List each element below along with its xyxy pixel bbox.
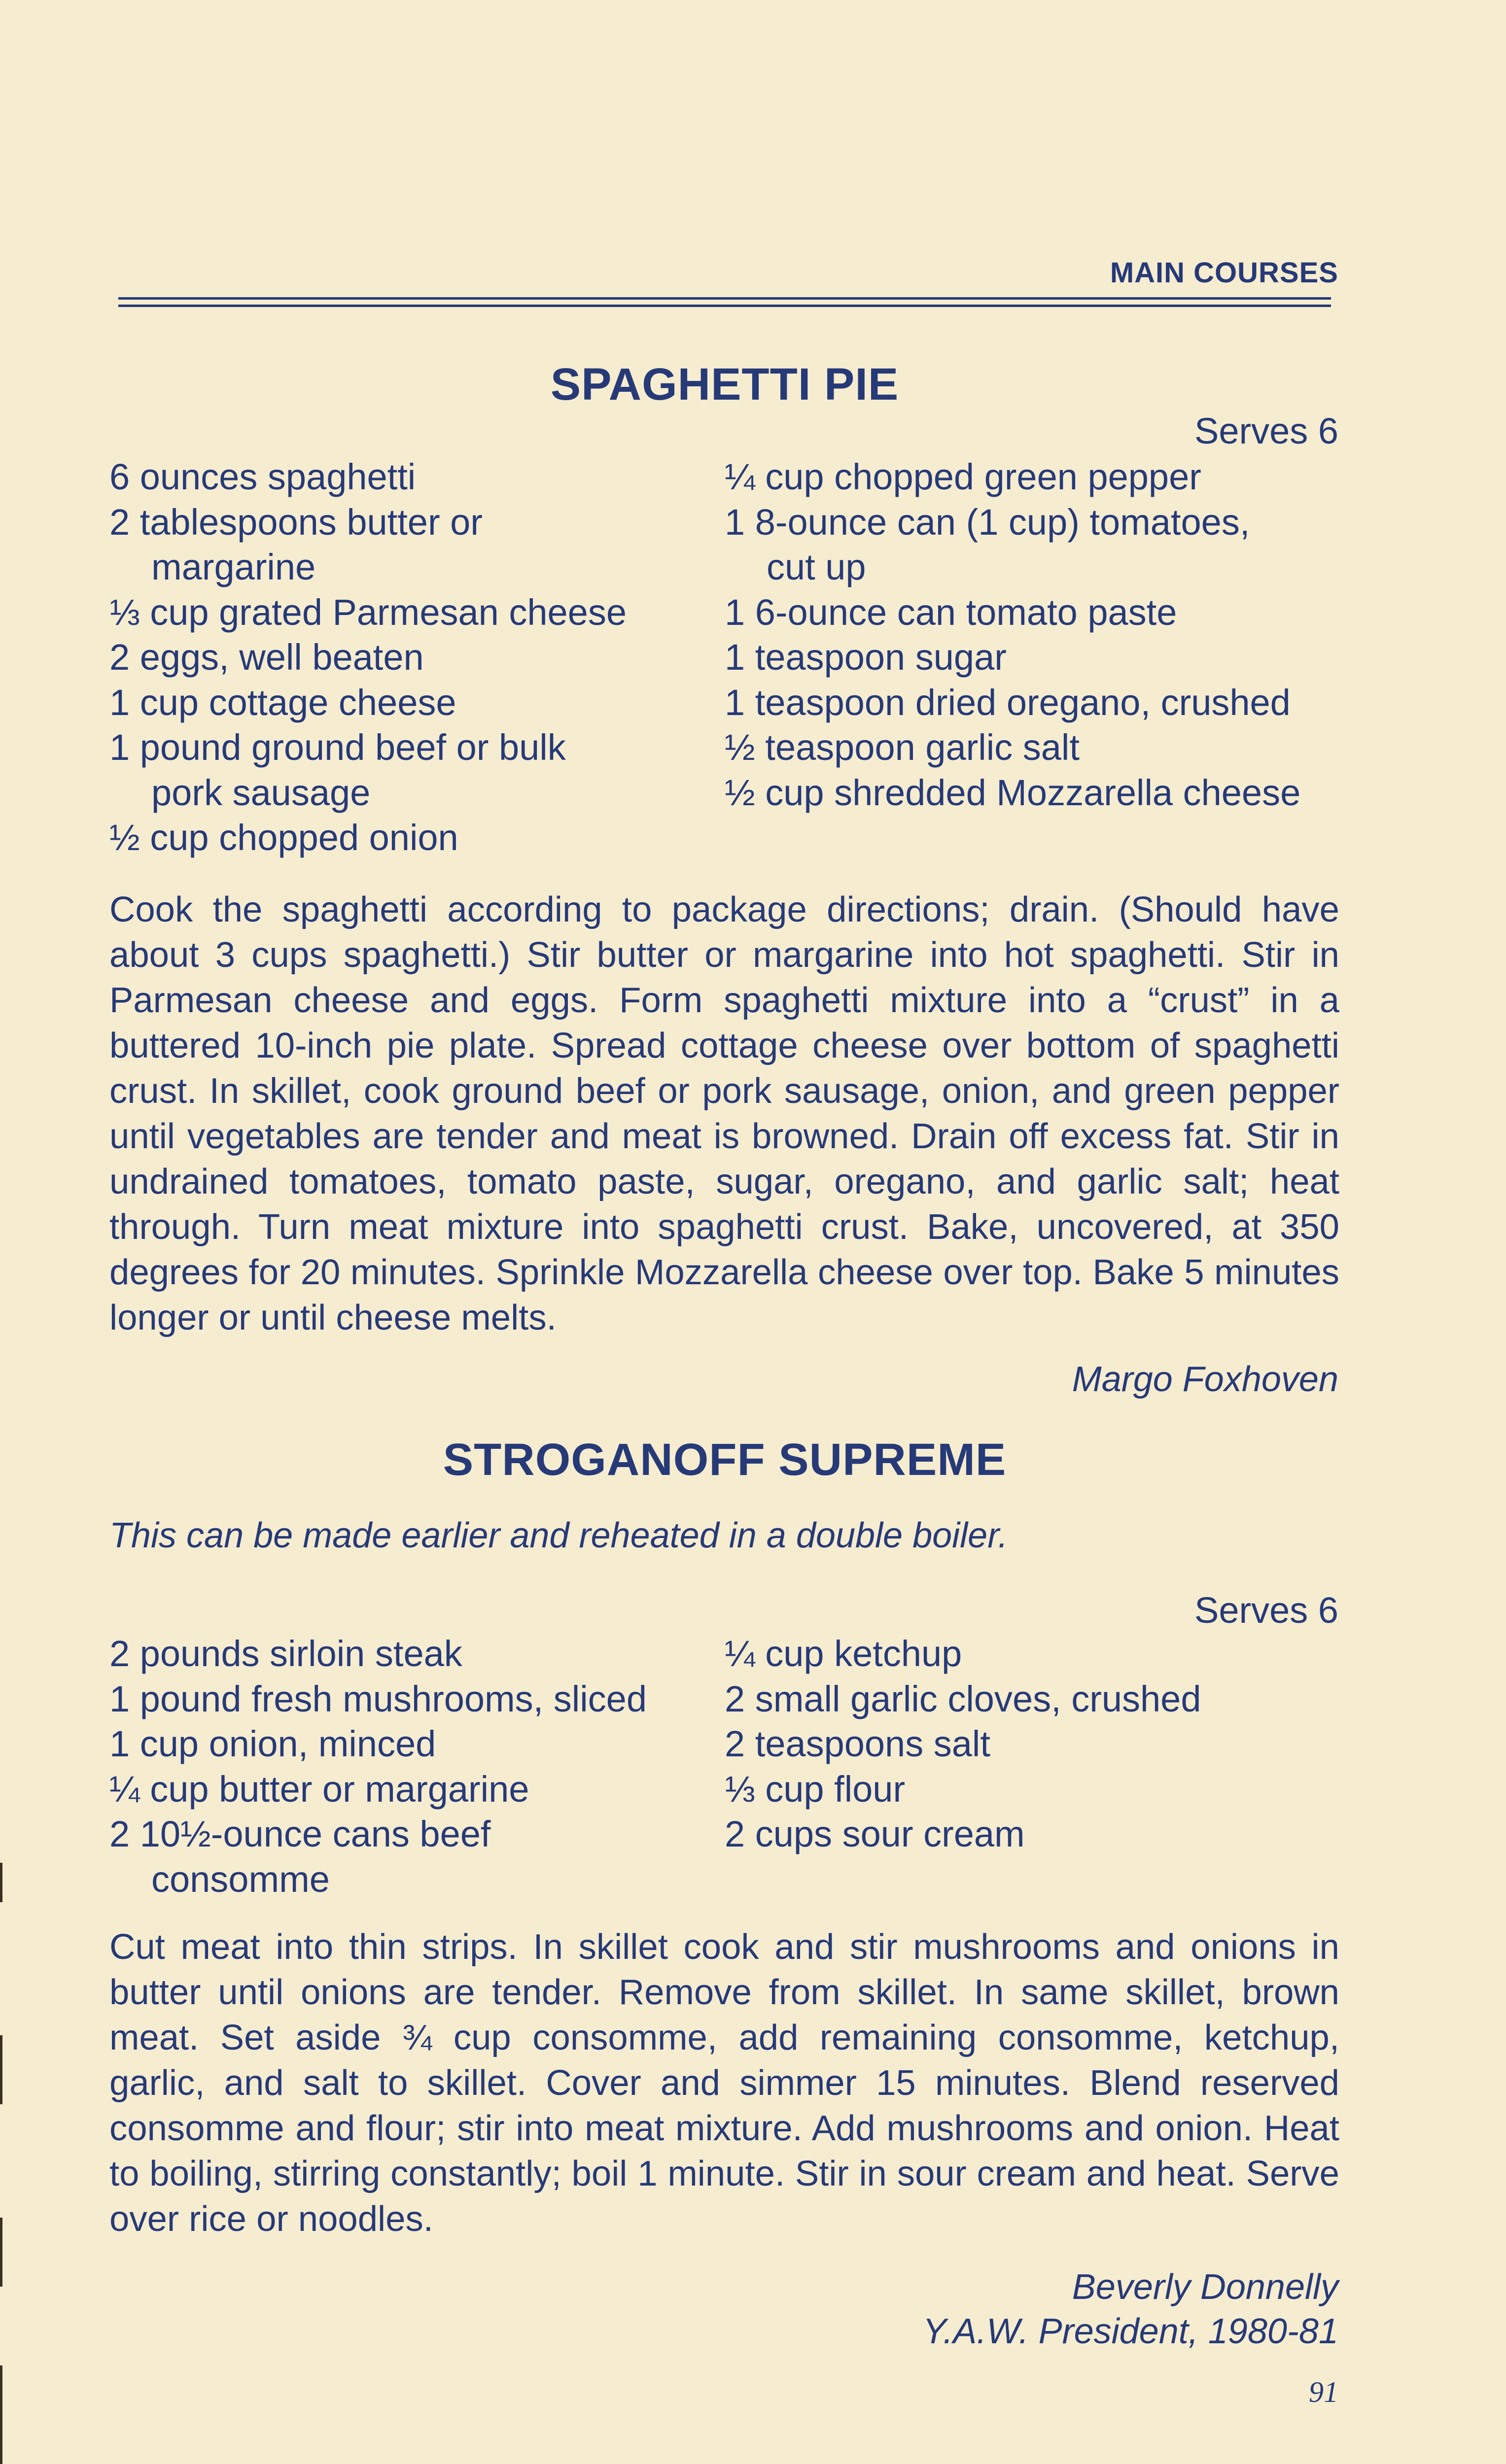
ingredient-line: ¼ cup ketchup [725,1633,962,1674]
header-rule-bottom [118,305,1331,307]
ingredient-line: ½ teaspoon garlic salt [725,727,1080,768]
directions-spaghetti-pie [109,887,1339,1340]
page-number: 91 [1309,2376,1338,2408]
ingredient-line: 2 eggs, well beaten [109,637,424,678]
recipe-author: Margo Foxhoven [1072,1360,1338,1399]
ingredient-line: margarine [151,547,316,587]
ingredient-line: 2 small garlic cloves, crushed [725,1678,1201,1719]
serves-label: Serves 6 [1194,411,1338,451]
serves-label: Serves 6 [1194,1590,1338,1631]
ingredient-line: 1 teaspoon sugar [725,637,1007,678]
recipe-author-title: Y.A.W. President, 1980-81 [922,2312,1338,2351]
ingredient-line: 6 ounces spaghetti [109,456,416,497]
ingredients-left-column [109,454,711,860]
ingredient-line: consomme [151,1858,330,1900]
ingredient-line: ½ cup chopped onion [109,817,458,858]
ingredient-line: 1 pound fresh mushrooms, sliced [109,1678,647,1719]
binding-edge-mark [0,2218,2,2287]
ingredient-line: ¼ cup butter or margarine [109,1768,529,1810]
ingredients-right-column [725,454,1338,815]
ingredient-line: ⅓ cup flour [725,1768,906,1810]
section-header: MAIN COURSES [1110,257,1338,289]
directions-text: Cook the spaghetti according to package directions; drain. (Should have about 3 cups spaghetti.) Stir butter or margarine into hot spaghetti. Stir in Parmesan cheese and eggs. Form spaghetti mixture into a “crust” in a buttered 10-inch pie plate. Spread cottage cheese over bottom of spaghetti crust. In skillet, cook ground beef or pork sausage, onion, and green pepper until vegetables are tender and meat is browned. Drain off excess fat. Stir in undrained tomatoes, tomato paste, sugar, oregano, and garlic salt; heat through. Turn meat mixture into spaghetti crust. Bake, uncovered, at 350 degrees for 20 minutes. Sprinkle Mozzarella cheese over top. Bake 5 minutes longer or until cheese melts. [109,890,1339,1337]
binding-edge-mark [0,2365,2,2464]
directions-stroganoff-supreme [109,1924,1339,2242]
binding-edge-mark [0,2035,2,2104]
ingredient-line: 1 teaspoon dried oregano, crushed [725,682,1291,723]
ingredient-line: ¼ cup chopped green pepper [725,456,1201,497]
recipe-title-spaghetti-pie: SPAGHETTI PIE [550,359,899,410]
directions-text: Cut meat into thin strips. In skillet cook and stir mushrooms and onions in butter until onions are tender. Remove from skillet. In same skillet, brown meat. Set aside ¾ cup consomme, add remaining consomme, ketchup, garlic, and salt to skillet. Cover and simmer 15 minutes. Blend reserved consomme and flour; stir into meat mixture. Add mushrooms and onion. Heat to boiling, stirring constantly; boil 1 minute. Stir in sour cream and heat. Serve over rice or noodles. [109,1927,1339,2239]
ingredient-line: 2 10½-ounce cans beef [109,1814,491,1854]
ingredient-line: ⅓ cup grated Parmesan cheese [109,591,627,633]
ingredient-line: 1 6-ounce can tomato paste [725,591,1177,633]
binding-edge-mark [0,1863,2,1902]
ingredient-line: 1 cup onion, minced [109,1723,436,1764]
ingredient-line: 1 pound ground beef or bulk [109,727,566,768]
recipe-title-stroganoff-supreme: STROGANOFF SUPREME [443,1435,1007,1485]
ingredient-line: ½ cup shredded Mozzarella cheese [725,772,1301,813]
ingredient-line: pork sausage [151,772,371,813]
ingredient-line: 1 8-ounce can (1 cup) tomatoes, [725,501,1250,543]
recipe-author: Beverly Donnelly [1072,2267,1338,2307]
ingredient-line: 2 teaspoons salt [725,1723,990,1764]
recipe-note: This can be made earlier and reheated in a double boiler. [109,1516,1008,1555]
ingredient-line: 2 tablespoons butter or [109,501,483,543]
ingredient-line: cut up [767,547,866,587]
header-rule-top [118,297,1331,300]
ingredients-right-column [725,1631,1338,1857]
ingredients-left-column [109,1631,711,1902]
ingredient-line: 1 cup cottage cheese [109,682,456,723]
ingredient-line: 2 pounds sirloin steak [109,1633,462,1674]
ingredient-line: 2 cups sour cream [725,1814,1025,1854]
